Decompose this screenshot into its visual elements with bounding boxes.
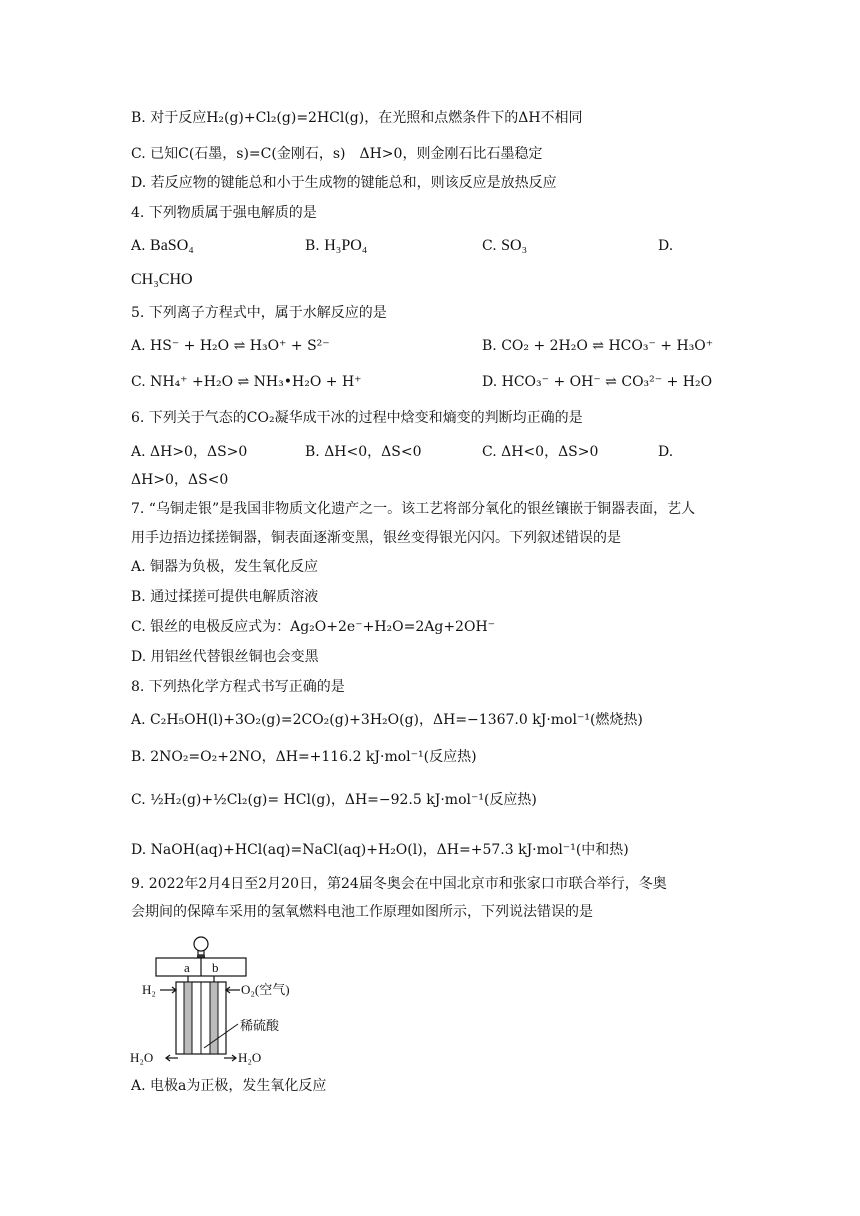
q5-option-b: B. CO₂ + 2H₂O ⇌ HCO₃⁻ + H₃O⁺ bbox=[482, 338, 714, 354]
q6-option-c: C. ΔH<0，ΔS>0 bbox=[482, 444, 599, 460]
electrolyte-label: 稀硫酸 bbox=[240, 1018, 280, 1033]
q7-stem-line1: 7. “乌铜走银”是我国非物质文化遗产之一。该工艺将部分氧化的银丝镶嵌于铜器表面，艺人 bbox=[131, 501, 696, 517]
q7-option-a: A. 铜器为负极，发生氧化反应 bbox=[131, 559, 319, 575]
q6-stem: 6. 下列关于气态的CO₂凝华成干冰的过程中焓变和熵变的判断均正确的是 bbox=[131, 410, 583, 426]
q4-option-a-label: A. bbox=[131, 238, 146, 254]
q6-option-b: B. ΔH<0，ΔS<0 bbox=[305, 444, 422, 460]
q4-option-a-formula: BaSO₄ bbox=[150, 237, 194, 254]
q5-option-c: C. NH₄⁺ +H₂O ⇌ NH₃•H₂O + H⁺ bbox=[131, 374, 362, 390]
q6-option-d-label: D. bbox=[658, 444, 674, 460]
q3-option-b: B. 对于反应H₂(g)+Cl₂(g)=2HCl(g)，在光照和点燃条件下的ΔH不相同 bbox=[131, 110, 583, 126]
h2o-right-label: H₂O bbox=[238, 1050, 262, 1065]
q7-option-c: C. 银丝的电极反应式为：Ag₂O+2e⁻+H₂O=2Ag+2OH⁻ bbox=[131, 619, 496, 635]
q7-option-d: D. 用铝丝代替银丝铜也会变黑 bbox=[131, 649, 319, 665]
q4-option-b bbox=[305, 236, 367, 256]
q6-option-a: A. ΔH>0，ΔS>0 bbox=[131, 444, 248, 460]
electrode-a bbox=[184, 982, 192, 1054]
q5-stem: 5. 下列离子方程式中，属于水解反应的是 bbox=[131, 305, 387, 321]
q9-stem-line1: 9. 2022年2月4日至2月20日，第24届冬奥会在中国北京市和张家口市联合举行，冬奥 bbox=[131, 876, 667, 892]
q4-option-b-formula: H₃PO₄ bbox=[324, 237, 368, 254]
q8-option-d: D. NaOH(aq)+HCl(aq)=NaCl(aq)+H₂O(l)，ΔH=+57.3 kJ·mol⁻¹(中和热) bbox=[131, 842, 629, 858]
q7-stem-line2: 用手边捂边揉搓铜器，铜表面逐渐变黑，银丝变得银光闪闪。下列叙述错误的是 bbox=[131, 530, 621, 546]
q3-option-c: C. 已知C(石墨，s)=C(金刚石，s) ΔH>0，则金刚石比石墨稳定 bbox=[131, 146, 543, 162]
electrode-a-label: a bbox=[184, 960, 190, 975]
electrode-b-label: b bbox=[212, 960, 219, 975]
q4-option-c-formula: SO₃ bbox=[501, 237, 528, 254]
q7-option-b: B. 通过揉搓可提供电解质溶液 bbox=[131, 589, 319, 605]
q4-option-d-formula: CH₃CHO bbox=[131, 271, 193, 288]
q6-option-d: ΔH>0，ΔS<0 bbox=[131, 472, 229, 488]
h2-inlet-label: H₂ bbox=[142, 982, 156, 997]
q9-stem-line2: 会期间的保障车采用的氢氧燃料电池工作原理如图所示，下列说法错误的是 bbox=[131, 904, 593, 920]
q4-stem: 4. 下列物质属于强电解质的是 bbox=[131, 205, 317, 221]
fuel-cell-diagram bbox=[128, 930, 318, 1070]
q8-option-a: A. C₂H₅OH(l)+3O₂(g)=2CO₂(g)+3H₂O(g)，ΔH=−1367.0 kJ·mol⁻¹(燃烧热) bbox=[131, 712, 643, 728]
q3-option-d: D. 若反应物的键能总和小于生成物的键能总和，则该反应是放热反应 bbox=[131, 175, 557, 191]
h2o-left-label: H₂O bbox=[130, 1050, 154, 1065]
q5-option-a: A. HS⁻ + H₂O ⇌ H₃O⁺ + S²⁻ bbox=[131, 338, 330, 354]
q5-option-d: D. HCO₃⁻ + OH⁻ ⇌ CO₃²⁻ + H₂O bbox=[482, 374, 713, 390]
q4-option-d bbox=[131, 270, 193, 290]
q8-option-b: B. 2NO₂=O₂+2NO，ΔH=+116.2 kJ·mol⁻¹(反应热) bbox=[131, 749, 477, 765]
q4-option-d-label: D. bbox=[658, 238, 674, 254]
light-bulb-icon bbox=[194, 937, 208, 958]
q8-option-c: C. ½H₂(g)+½Cl₂(g)= HCl(g)，ΔH=−92.5 kJ·mol⁻¹(反应热) bbox=[131, 792, 537, 808]
q4-option-a bbox=[131, 236, 194, 256]
o2-inlet-label: O₂(空气) bbox=[241, 982, 290, 997]
q9-option-a: A. 电极a为正极，发生氧化反应 bbox=[131, 1078, 327, 1094]
q4-option-c-label: C. bbox=[482, 238, 497, 254]
q4-option-c bbox=[482, 236, 527, 256]
q4-option-b-label: B. bbox=[305, 238, 320, 254]
q8-stem: 8. 下列热化学方程式书写正确的是 bbox=[131, 679, 345, 695]
